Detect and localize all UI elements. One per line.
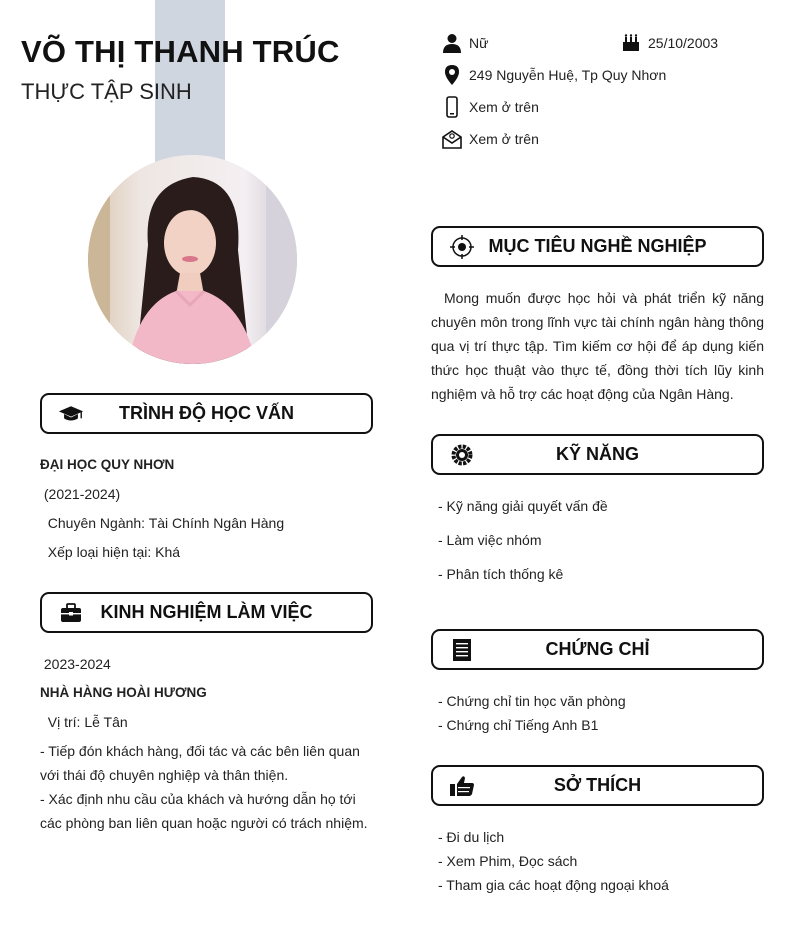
thumbs-up-icon <box>449 775 475 797</box>
map-pin-icon <box>441 64 463 86</box>
phone-value: Xem ở trên <box>469 99 539 115</box>
email-value: Xem ở trên <box>469 131 539 147</box>
cake-icon <box>620 32 642 54</box>
education-header <box>40 393 373 434</box>
hobbies-header <box>431 765 764 806</box>
avatar <box>88 155 297 364</box>
gear-icon <box>449 444 475 466</box>
hobby-item: - Đi du lịch <box>438 829 505 845</box>
experience-header <box>40 592 373 633</box>
education-rank: Xếp loại hiện tại: Khá <box>40 544 181 560</box>
contact-phone <box>441 96 539 118</box>
contact-email <box>441 128 539 150</box>
skills-header <box>431 434 764 475</box>
skill-item: - Kỹ năng giải quyết vấn đề <box>438 498 608 514</box>
skills-title: KỸ NĂNG <box>555 444 639 464</box>
education-major: Chuyên Ngành: Tài Chính Ngân Hàng <box>40 515 285 531</box>
candidate-role: THỰC TẬP SINH <box>21 79 192 104</box>
experience-duty-2: - Xác định nhu cầu của khách và hướng dẫn họ tới các phòng ban liên quan hoặc người có trách nhiệm. <box>40 791 368 831</box>
hobby-item: - Xem Phim, Đọc sách <box>438 853 578 869</box>
education-years: (2021-2024) <box>40 486 121 502</box>
hobbies-title: SỞ THÍCH <box>553 775 642 795</box>
objective-text: Mong muốn được học hỏi và phát triển kỹ năng chuyên môn trong lĩnh vực tài chính ngân hàng thông qua vị trí thực tập. Tìm kiếm cơ hội để áp dụng kiến thức học thuật vào thực tế, đồng thời tích lũy kinh nghiệm và hỗ trợ các hoạt động của Ngân Hàng. <box>431 290 764 402</box>
experience-company: NHÀ HÀNG HOÀI HƯƠNG <box>40 685 207 700</box>
contact-birthdate <box>620 32 718 54</box>
address-value: 249 Nguyễn Huệ, Tp Quy Nhơn <box>469 67 667 83</box>
contact-gender <box>441 32 488 54</box>
certificate-item: - Chứng chỉ Tiếng Anh B1 <box>438 717 599 733</box>
experience-position: Vị trí: Lễ Tân <box>40 714 128 730</box>
target-icon <box>449 236 475 258</box>
objective-title: MỤC TIÊU NGHỀ NGHIỆP <box>488 236 707 256</box>
skill-item: - Làm việc nhóm <box>438 532 542 548</box>
graduation-cap-icon <box>58 403 84 425</box>
certificates-title: CHỨNG CHỈ <box>545 639 650 659</box>
education-school: ĐẠI HỌC QUY NHƠN <box>40 457 175 472</box>
education-title: TRÌNH ĐỘ HỌC VẤN <box>119 403 294 423</box>
objective-header <box>431 226 764 267</box>
experience-title: KINH NGHIỆM LÀM VIỆC <box>100 602 313 622</box>
experience-duty-1: - Tiếp đón khách hàng, đối tác và các bên liên quan với thái độ chuyên nghiệp và thân thiện. <box>40 743 360 783</box>
person-icon <box>441 32 463 54</box>
phone-icon <box>441 96 463 118</box>
document-icon <box>449 639 475 661</box>
birthdate-value: 25/10/2003 <box>648 35 719 51</box>
certificate-item: - Chứng chỉ tin học văn phòng <box>438 693 626 709</box>
briefcase-icon <box>58 602 84 624</box>
hobby-item: - Tham gia các hoạt động ngoại khoá <box>438 877 669 893</box>
candidate-name: VÕ THỊ THANH TRÚC <box>21 34 340 69</box>
certificates-header <box>431 629 764 670</box>
envelope-icon <box>441 128 463 150</box>
experience-years: 2023-2024 <box>40 656 111 672</box>
gender-value: Nữ <box>469 35 489 51</box>
contact-address <box>441 64 666 86</box>
skill-item: - Phân tích thống kê <box>438 566 564 582</box>
